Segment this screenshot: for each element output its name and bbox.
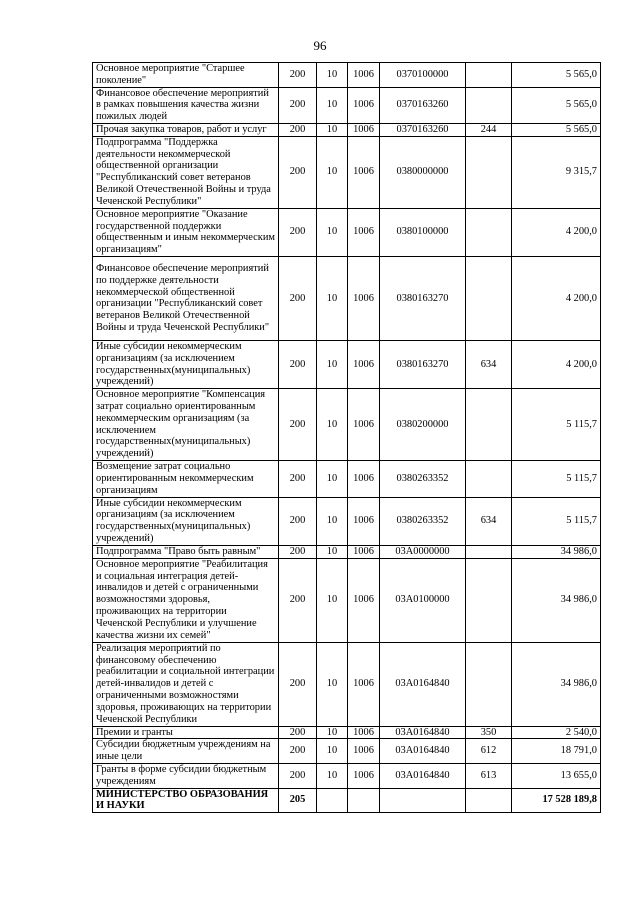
cell-csr: 0380163270 — [380, 340, 466, 388]
table-row — [93, 642, 601, 726]
cell-ved: 200 — [279, 763, 317, 788]
cell-name: Прочая закупка товаров, работ и услуг — [93, 123, 279, 136]
cell-pr: 1006 — [348, 208, 380, 256]
cell-rz: 10 — [317, 63, 348, 88]
cell-sum: 2 540,0 — [512, 726, 601, 739]
page-number: 96 — [313, 38, 327, 53]
cell-sum: 17 528 189,8 — [512, 788, 601, 813]
cell-vr — [466, 136, 512, 208]
cell-name: Субсидии бюджетным учреждениям на иные цели — [93, 739, 279, 764]
cell-rz: 10 — [317, 763, 348, 788]
table-row — [93, 123, 601, 136]
cell-csr: 0380200000 — [380, 389, 466, 461]
table-row — [93, 256, 601, 340]
cell-csr: 0370163260 — [380, 87, 466, 123]
cell-name: Реализация мероприятий по финансовому обеспечению реабилитации и социальной интеграции детей-инвалидов и детей с ограниченными возможностями здоровья, проживающих на территории Чеченской Республики — [93, 642, 279, 726]
cell-ved: 200 — [279, 256, 317, 340]
table-row — [93, 208, 601, 256]
cell-ved: 200 — [279, 389, 317, 461]
table-row — [93, 461, 601, 497]
table-row — [93, 389, 601, 461]
cell-rz: 10 — [317, 340, 348, 388]
cell-rz: 10 — [317, 87, 348, 123]
cell-sum: 4 200,0 — [512, 256, 601, 340]
cell-vr — [466, 788, 512, 813]
cell-vr: 613 — [466, 763, 512, 788]
cell-name: Финансовое обеспечение мероприятий по поддержке деятельности некоммерческой общественной организации "Республиканский совет ветеранов Великой Отечественной Войны и труда Чеченской Республики" — [93, 256, 279, 340]
cell-sum: 5 565,0 — [512, 63, 601, 88]
cell-vr: 244 — [466, 123, 512, 136]
cell-sum: 9 315,7 — [512, 136, 601, 208]
cell-sum: 13 655,0 — [512, 763, 601, 788]
cell-name: МИНИСТЕРСТВО ОБРАЗОВАНИЯ И НАУКИ — [93, 788, 279, 813]
cell-rz — [317, 788, 348, 813]
cell-ved: 200 — [279, 63, 317, 88]
cell-rz: 10 — [317, 642, 348, 726]
cell-name: Иные субсидии некоммерческим организациям (за исключением государственных(муниципальных) учреждений) — [93, 497, 279, 545]
cell-pr: 1006 — [348, 763, 380, 788]
cell-csr: 0380163270 — [380, 256, 466, 340]
cell-csr: 03А0000000 — [380, 545, 466, 558]
cell-sum: 34 986,0 — [512, 545, 601, 558]
cell-csr: 0370100000 — [380, 63, 466, 88]
cell-csr: 03А0164840 — [380, 642, 466, 726]
cell-ved: 200 — [279, 558, 317, 642]
cell-ved: 200 — [279, 739, 317, 764]
cell-sum: 5 565,0 — [512, 123, 601, 136]
cell-sum: 5 565,0 — [512, 87, 601, 123]
cell-pr: 1006 — [348, 256, 380, 340]
cell-csr: 0380263352 — [380, 461, 466, 497]
cell-csr: 0380000000 — [380, 136, 466, 208]
cell-name: Подпрограмма "Право быть равным" — [93, 545, 279, 558]
cell-csr: 03А0164840 — [380, 763, 466, 788]
cell-pr: 1006 — [348, 726, 380, 739]
cell-csr: 03А0164840 — [380, 726, 466, 739]
cell-vr — [466, 256, 512, 340]
cell-ved: 200 — [279, 497, 317, 545]
cell-ved: 200 — [279, 123, 317, 136]
cell-name: Основное мероприятие "Реабилитация и социальная интеграция детей-инвалидов и детей с ограниченными возможностями здоровья, проживающих на территории Чеченской Республики и улучшение качества жизни их семей" — [93, 558, 279, 642]
cell-name: Подпрограмма "Поддержка деятельности некоммерческой общественной организации "Республиканский совет ветеранов Великой Отечественной Войны и труда Чеченской Республики" — [93, 136, 279, 208]
budget-table — [92, 62, 601, 813]
cell-name: Финансовое обеспечение мероприятий в рамках повышения качества жизни пожилых людей — [93, 87, 279, 123]
cell-ved: 200 — [279, 87, 317, 123]
cell-name: Премии и гранты — [93, 726, 279, 739]
table-row — [93, 63, 601, 88]
cell-ved: 200 — [279, 461, 317, 497]
cell-ved: 200 — [279, 136, 317, 208]
cell-pr: 1006 — [348, 87, 380, 123]
cell-vr — [466, 63, 512, 88]
table-row — [93, 788, 601, 813]
cell-sum: 34 986,0 — [512, 642, 601, 726]
cell-csr: 0370163260 — [380, 123, 466, 136]
cell-sum: 4 200,0 — [512, 340, 601, 388]
table-body — [93, 63, 601, 813]
cell-csr: 0380100000 — [380, 208, 466, 256]
cell-vr — [466, 389, 512, 461]
cell-csr: 03А0164840 — [380, 739, 466, 764]
cell-rz: 10 — [317, 256, 348, 340]
cell-pr: 1006 — [348, 545, 380, 558]
cell-pr: 1006 — [348, 63, 380, 88]
cell-rz: 10 — [317, 461, 348, 497]
cell-vr: 350 — [466, 726, 512, 739]
table-row — [93, 497, 601, 545]
table-row — [93, 545, 601, 558]
cell-name: Иные субсидии некоммерческим организациям (за исключением государственных(муниципальных) учреждений) — [93, 340, 279, 388]
cell-ved: 200 — [279, 208, 317, 256]
cell-pr: 1006 — [348, 739, 380, 764]
cell-rz: 10 — [317, 558, 348, 642]
table-row — [93, 558, 601, 642]
cell-vr: 634 — [466, 340, 512, 388]
cell-name: Основное мероприятие "Оказание государственной поддержки общественным и иным некоммерческим организациям" — [93, 208, 279, 256]
cell-sum: 5 115,7 — [512, 461, 601, 497]
cell-rz: 10 — [317, 136, 348, 208]
cell-pr: 1006 — [348, 642, 380, 726]
cell-pr — [348, 788, 380, 813]
cell-rz: 10 — [317, 208, 348, 256]
cell-vr: 612 — [466, 739, 512, 764]
cell-vr — [466, 461, 512, 497]
cell-vr — [466, 545, 512, 558]
cell-rz: 10 — [317, 739, 348, 764]
cell-sum: 4 200,0 — [512, 208, 601, 256]
cell-name: Основное мероприятие "Старшее поколение" — [93, 63, 279, 88]
cell-pr: 1006 — [348, 389, 380, 461]
cell-csr: 03А0100000 — [380, 558, 466, 642]
table-row — [93, 739, 601, 764]
cell-rz: 10 — [317, 545, 348, 558]
cell-pr: 1006 — [348, 340, 380, 388]
table-row — [93, 763, 601, 788]
cell-ved: 200 — [279, 726, 317, 739]
cell-ved: 205 — [279, 788, 317, 813]
cell-sum: 5 115,7 — [512, 389, 601, 461]
table-row — [93, 340, 601, 388]
cell-rz: 10 — [317, 389, 348, 461]
cell-name: Основное мероприятие "Компенсация затрат социально ориентированным некоммерческим организациям (за исключением государственных(муниципальных) учреждений) — [93, 389, 279, 461]
table-row — [93, 87, 601, 123]
cell-vr — [466, 558, 512, 642]
cell-vr: 634 — [466, 497, 512, 545]
cell-sum: 18 791,0 — [512, 739, 601, 764]
cell-ved: 200 — [279, 340, 317, 388]
cell-pr: 1006 — [348, 558, 380, 642]
cell-rz: 10 — [317, 726, 348, 739]
cell-rz: 10 — [317, 497, 348, 545]
cell-ved: 200 — [279, 545, 317, 558]
table-row — [93, 726, 601, 739]
cell-name: Возмещение затрат социально ориентированным некоммерческим организациям — [93, 461, 279, 497]
cell-pr: 1006 — [348, 497, 380, 545]
cell-sum: 5 115,7 — [512, 497, 601, 545]
cell-csr: 0380263352 — [380, 497, 466, 545]
cell-pr: 1006 — [348, 461, 380, 497]
cell-vr — [466, 208, 512, 256]
cell-csr — [380, 788, 466, 813]
cell-vr — [466, 642, 512, 726]
cell-name: Гранты в форме субсидии бюджетным учреждениям — [93, 763, 279, 788]
cell-pr: 1006 — [348, 136, 380, 208]
cell-pr: 1006 — [348, 123, 380, 136]
cell-sum: 34 986,0 — [512, 558, 601, 642]
table-row — [93, 136, 601, 208]
cell-ved: 200 — [279, 642, 317, 726]
cell-vr — [466, 87, 512, 123]
cell-rz: 10 — [317, 123, 348, 136]
